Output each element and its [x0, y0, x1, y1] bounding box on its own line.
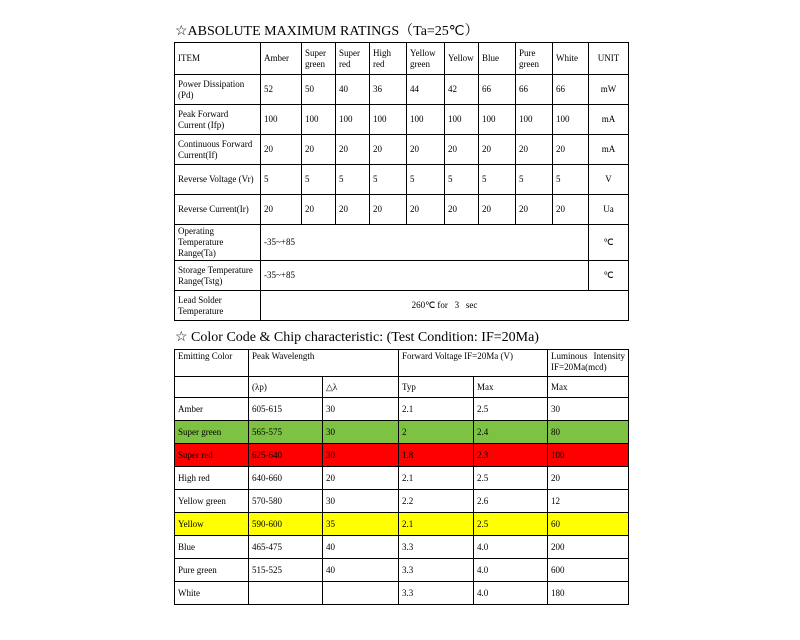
value-cell: 2.5: [474, 513, 548, 536]
value-cell: 20: [370, 195, 407, 225]
value-cell: 100: [479, 105, 516, 135]
value-cell: 4.0: [474, 559, 548, 582]
table-row: [175, 582, 629, 605]
span-value-cell: -35~+85: [261, 261, 589, 291]
color-chip-table: [174, 349, 629, 605]
unit-cell: V: [589, 165, 629, 195]
value-cell: 20: [302, 135, 336, 165]
value-cell: 2.3: [474, 444, 548, 467]
value-cell: 5: [479, 165, 516, 195]
table-row: [175, 225, 629, 261]
value-cell: 66: [516, 75, 553, 105]
value-cell: 100: [370, 105, 407, 135]
value-cell: 2.1: [399, 513, 474, 536]
table-row: [175, 261, 629, 291]
value-cell: 66: [553, 75, 589, 105]
value-cell: 3.3: [399, 536, 474, 559]
value-cell: 20: [445, 135, 479, 165]
value-cell: 30: [548, 398, 629, 421]
value-cell: 2.4: [474, 421, 548, 444]
ratings-header-row: [175, 43, 629, 75]
value-cell: 2.5: [474, 467, 548, 490]
header-cell: Luminous Intensity IF=20Ma(mcd): [548, 350, 629, 377]
header-cell: Blue: [479, 43, 516, 75]
value-cell: 625-640: [249, 444, 323, 467]
value-cell: 20: [516, 135, 553, 165]
value-cell: [323, 582, 399, 605]
value-cell: [249, 582, 323, 605]
value-cell: 40: [323, 536, 399, 559]
value-cell: 100: [336, 105, 370, 135]
value-cell: 5: [445, 165, 479, 195]
value-cell: 100: [445, 105, 479, 135]
value-cell: 2.5: [474, 398, 548, 421]
value-cell: 590-600: [249, 513, 323, 536]
value-cell: 5: [261, 165, 302, 195]
value-cell: 80: [548, 421, 629, 444]
table-row: [175, 105, 629, 135]
item-cell: Continuous Forward Current(If): [175, 135, 261, 165]
span-value-cell: -35~+85: [261, 225, 589, 261]
header-cell: △λ: [323, 377, 399, 398]
value-cell: 20: [261, 195, 302, 225]
header-cell: Peak Wavelength: [249, 350, 399, 377]
value-cell: 200: [548, 536, 629, 559]
table-row: [175, 467, 629, 490]
header-cell: Emitting Color: [175, 350, 249, 377]
emitting-color-cell: Super red: [175, 444, 249, 467]
item-cell: Peak Forward Current (Ifp): [175, 105, 261, 135]
value-cell: 20: [407, 195, 445, 225]
value-cell: 30: [323, 490, 399, 513]
value-cell: 20: [479, 135, 516, 165]
header-cell: White: [553, 43, 589, 75]
value-cell: 100: [553, 105, 589, 135]
emitting-color-cell: Amber: [175, 398, 249, 421]
value-cell: 36: [370, 75, 407, 105]
emitting-color-cell: Pure green: [175, 559, 249, 582]
table-row: [175, 398, 629, 421]
item-cell: Storage Temperature Range(Tstg): [175, 261, 261, 291]
emitting-color-cell: Super green: [175, 421, 249, 444]
colors-header-row: [175, 350, 629, 377]
unit-cell: mW: [589, 75, 629, 105]
value-cell: 100: [302, 105, 336, 135]
value-cell: 5: [302, 165, 336, 195]
value-cell: 2: [399, 421, 474, 444]
table-row: [175, 165, 629, 195]
value-cell: 5: [516, 165, 553, 195]
value-cell: 30: [323, 421, 399, 444]
value-cell: 50: [302, 75, 336, 105]
table-row: [175, 536, 629, 559]
value-cell: 100: [548, 444, 629, 467]
value-cell: 40: [336, 75, 370, 105]
table-row: [175, 195, 629, 225]
value-cell: 60: [548, 513, 629, 536]
value-cell: 20: [261, 135, 302, 165]
value-cell: 100: [407, 105, 445, 135]
value-cell: 20: [370, 135, 407, 165]
table-row: [175, 444, 629, 467]
header-cell: (λp): [249, 377, 323, 398]
value-cell: 5: [336, 165, 370, 195]
value-cell: 20: [445, 195, 479, 225]
item-cell: Operating Temperature Range(Ta): [175, 225, 261, 261]
value-cell: 515-525: [249, 559, 323, 582]
value-cell: 3.3: [399, 582, 474, 605]
value-cell: 565-575: [249, 421, 323, 444]
value-cell: 40: [323, 559, 399, 582]
value-cell: 2.2: [399, 490, 474, 513]
value-cell: 12: [548, 490, 629, 513]
unit-cell: mA: [589, 135, 629, 165]
ratings-title: ☆ABSOLUTE MAXIMUM RATINGS（Ta=25℃）: [175, 24, 479, 39]
value-cell: 35: [323, 513, 399, 536]
emitting-color-cell: High red: [175, 467, 249, 490]
value-cell: 20: [516, 195, 553, 225]
value-cell: 1.8: [399, 444, 474, 467]
value-cell: 5: [407, 165, 445, 195]
absolute-max-ratings-table: [174, 42, 629, 321]
value-cell: 605-615: [249, 398, 323, 421]
table-row: [175, 75, 629, 105]
table-row: [175, 421, 629, 444]
value-cell: 44: [407, 75, 445, 105]
solder-value-cell: 260℃ for 3 sec: [261, 291, 629, 321]
table-row: [175, 559, 629, 582]
value-cell: 30: [323, 444, 399, 467]
emitting-color-cell: Blue: [175, 536, 249, 559]
value-cell: 465-475: [249, 536, 323, 559]
value-cell: 4.0: [474, 582, 548, 605]
value-cell: 20: [336, 135, 370, 165]
table-row: [175, 490, 629, 513]
value-cell: 20: [553, 135, 589, 165]
value-cell: 600: [548, 559, 629, 582]
header-cell: Pure green: [516, 43, 553, 75]
value-cell: 66: [479, 75, 516, 105]
item-cell: Power Dissipation (Pd): [175, 75, 261, 105]
header-cell: Typ: [399, 377, 474, 398]
header-cell: Yellow: [445, 43, 479, 75]
value-cell: 20: [407, 135, 445, 165]
value-cell: 20: [548, 467, 629, 490]
header-cell: Max: [474, 377, 548, 398]
unit-cell: mA: [589, 105, 629, 135]
table-row: [175, 291, 629, 321]
item-cell: Reverse Current(Ir): [175, 195, 261, 225]
value-cell: 42: [445, 75, 479, 105]
colors-subheader-row: [175, 377, 629, 398]
table-row: [175, 513, 629, 536]
emitting-color-cell: Yellow green: [175, 490, 249, 513]
colors-title: ☆ Color Code & Chip characteristic: (Test Condition: IF=20Ma): [175, 330, 539, 345]
value-cell: 20: [479, 195, 516, 225]
item-cell: Reverse Voltage (Vr): [175, 165, 261, 195]
value-cell: 20: [302, 195, 336, 225]
header-cell: Amber: [261, 43, 302, 75]
value-cell: 20: [553, 195, 589, 225]
unit-cell: ℃: [589, 225, 629, 261]
value-cell: 570-580: [249, 490, 323, 513]
header-cell: Super red: [336, 43, 370, 75]
value-cell: 2.1: [399, 398, 474, 421]
header-cell: Yellow green: [407, 43, 445, 75]
table-row: [175, 135, 629, 165]
value-cell: 100: [261, 105, 302, 135]
header-cell: High red: [370, 43, 407, 75]
header-cell: ITEM: [175, 43, 261, 75]
header-cell: Max: [548, 377, 629, 398]
value-cell: 52: [261, 75, 302, 105]
emitting-color-cell: Yellow: [175, 513, 249, 536]
value-cell: 5: [553, 165, 589, 195]
header-cell: Super green: [302, 43, 336, 75]
header-cell: UNIT: [589, 43, 629, 75]
header-cell: [175, 377, 249, 398]
value-cell: 2.6: [474, 490, 548, 513]
value-cell: 4.0: [474, 536, 548, 559]
value-cell: 3.3: [399, 559, 474, 582]
value-cell: 5: [370, 165, 407, 195]
value-cell: 100: [516, 105, 553, 135]
value-cell: 2.1: [399, 467, 474, 490]
unit-cell: Ua: [589, 195, 629, 225]
value-cell: 30: [323, 398, 399, 421]
item-cell: Lead Solder Temperature: [175, 291, 261, 321]
value-cell: 640-660: [249, 467, 323, 490]
unit-cell: ℃: [589, 261, 629, 291]
value-cell: 180: [548, 582, 629, 605]
value-cell: 20: [336, 195, 370, 225]
value-cell: 20: [323, 467, 399, 490]
emitting-color-cell: White: [175, 582, 249, 605]
header-cell: Forward Voltage IF=20Ma (V): [399, 350, 548, 377]
